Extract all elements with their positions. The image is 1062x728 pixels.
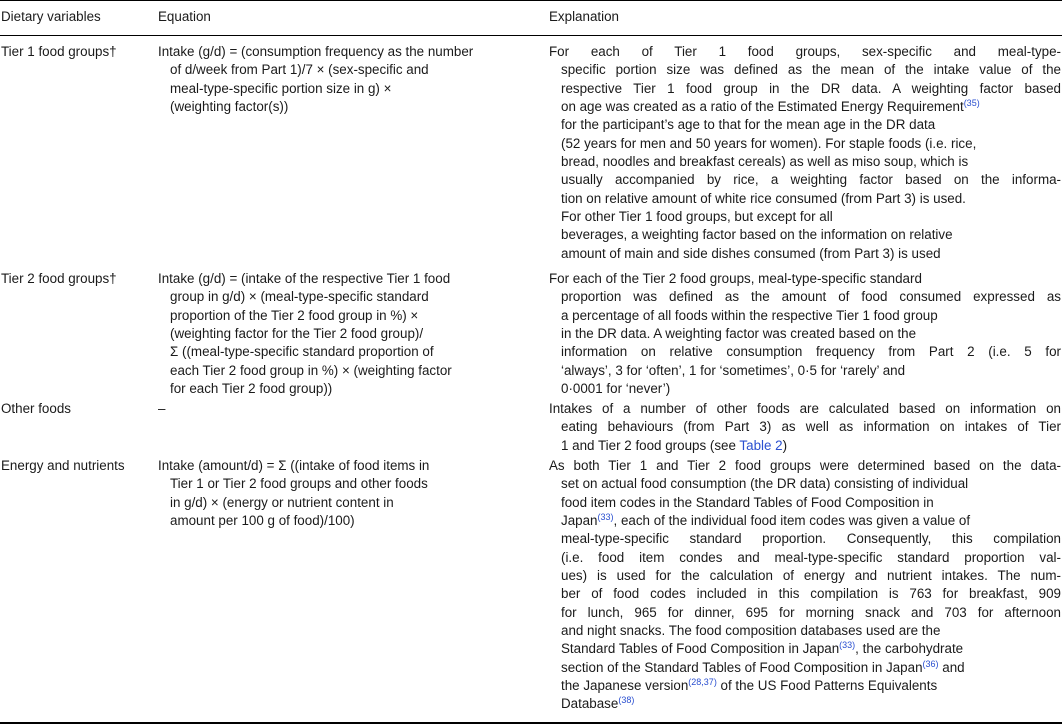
- equation-line: Tier 1 or Tier 2 food groups and other foods: [170, 476, 428, 492]
- explanation-text: section of the Standard Tables of Food Composition in Japan: [561, 659, 923, 675]
- row-energy-explanation: [549, 457, 1061, 714]
- explanation-line: a percentage of all foods within the respective Tier 1 food group: [561, 307, 938, 323]
- row-other-foods-equation: –: [158, 401, 166, 416]
- explanation-line: for the participant’s age to that for the mean age in the DR data: [561, 117, 936, 133]
- explanation-line: Intakes of a number of other foods are calculated based on information on: [549, 401, 1061, 416]
- explanation-text: of the US Food Patterns Equivalents: [716, 678, 938, 694]
- explanation-line: in the DR data. A weighting factor was created based on the: [561, 326, 917, 342]
- explanation-line: (52 years for men and 50 years for women). For staple foods (i.e. rice,: [561, 135, 977, 151]
- equation-line: meal-type-specific portion size in g) ×: [170, 80, 392, 96]
- citation-ref-28-37[interactable]: (28,37): [688, 677, 717, 688]
- header-explanation: Explanation: [549, 9, 619, 24]
- explanation-line: For other Tier 1 food groups, but except for all: [561, 209, 833, 225]
- citation-ref-35[interactable]: (35): [963, 98, 980, 109]
- equation-line: proportion of the Tier 2 food group in %) ×: [170, 307, 419, 323]
- explanation-line: [549, 695, 1061, 713]
- table-2-link[interactable]: Table 2: [739, 437, 783, 453]
- row-energy-equation: [158, 457, 538, 530]
- row-tier2-variable: Tier 2 food groups†: [1, 271, 117, 286]
- equation-line: amount per 100 g of food)/100): [170, 513, 355, 529]
- explanation-line: For each of Tier 1 food groups, sex-specific and meal-type-: [549, 44, 1061, 59]
- equation-line: each Tier 2 food group in %) × (weighting factor: [170, 362, 452, 378]
- top-rule: [0, 0, 1062, 1]
- row-energy-variable: Energy and nutrients: [1, 458, 125, 473]
- explanation-line: respective Tier 1 food group in the DR data. A weighting factor based: [561, 80, 1061, 96]
- explanation-line: meal-type-specific standard proportion. Consequently, this compilation: [561, 531, 1061, 547]
- equation-line: Σ ((meal-type-specific standard proportion of: [170, 344, 434, 360]
- explanation-line: 0·0001 for ‘never’): [561, 381, 671, 397]
- explanation-line: [549, 512, 1061, 530]
- explanation-line: beverages, a weighting factor based on the information on relative: [561, 227, 953, 243]
- equation-line: group in g/d) × (meal-type-specific standard: [170, 289, 429, 305]
- equation-line: for each Tier 2 food group)): [170, 381, 333, 397]
- equation-line: Intake (g/d) = (intake of the respective Tier 1 food: [158, 271, 451, 286]
- explanation-line: eating behaviours (from Part 3) as well as information on intakes of Tier: [561, 419, 1061, 435]
- explanation-line: bread, noodles and breakfast cereals) as well as miso soup, which is: [561, 154, 969, 170]
- explanation-line: [549, 437, 1061, 455]
- explanation-line: proportion was defined as the amount of food consumed expressed as: [561, 289, 1061, 305]
- explanation-line: For each of the Tier 2 food groups, meal-type-specific standard: [549, 271, 922, 286]
- explanation-line: set on actual food consumption (the DR data) consisting of individual: [561, 476, 969, 492]
- citation-ref-36[interactable]: (36): [922, 658, 939, 669]
- explanation-line: As both Tier 1 and Tier 2 food groups were determined based on the data-: [549, 458, 1061, 473]
- explanation-line: ‘always’, 3 for ‘often’, 1 for ‘sometimes’, 0·5 for ‘rarely’ and: [561, 362, 906, 378]
- explanation-text: Database: [561, 696, 619, 712]
- explanation-text: , each of the individual food item codes was given a value of: [613, 513, 971, 529]
- citation-ref-33[interactable]: (33): [597, 512, 614, 523]
- equation-line: of d/week from Part 1)/7 × (sex-specific and: [170, 62, 429, 78]
- equation-line: (weighting factor(s)): [170, 99, 289, 115]
- explanation-text: and: [938, 659, 965, 675]
- header-dietary-variables: Dietary variables: [1, 9, 101, 24]
- explanation-line: [549, 98, 1061, 116]
- equation-line: Intake (g/d) = (consumption frequency as the number: [158, 44, 474, 59]
- explanation-line: food item codes in the Standard Tables of Food Composition in: [561, 494, 934, 510]
- explanation-text: Standard Tables of Food Composition in Japan: [561, 641, 840, 657]
- explanation-line: [549, 640, 1061, 658]
- explanation-text: Japan: [561, 513, 598, 529]
- explanation-line: ber of food codes included in this compilation is 763 for breakfast, 909: [561, 586, 1061, 602]
- explanation-line: ues) is used for the calculation of energy and nutrient intakes. The num-: [561, 568, 1061, 584]
- equation-line: Intake (amount/d) = Σ ((intake of food items in: [158, 458, 430, 473]
- citation-ref-33[interactable]: (33): [839, 640, 856, 651]
- explanation-text: on age was created as a ratio of the Estimated Energy Requirement: [561, 99, 964, 115]
- header-equation: Equation: [158, 9, 211, 24]
- row-tier1-explanation: [549, 43, 1061, 263]
- explanation-line: tion on relative amount of white rice consumed (from Part 3) is used.: [561, 190, 966, 206]
- row-other-foods-explanation: [549, 400, 1061, 455]
- explanation-line: usually accompanied by rice, a weighting factor based on the informa-: [561, 172, 1061, 188]
- equation-line: in g/d) × (energy or nutrient content in: [170, 494, 394, 510]
- row-tier1-equation: [158, 43, 538, 116]
- explanation-line: specific portion size was defined as the mean of the intake value of the: [561, 62, 1061, 78]
- explanation-text: the Japanese version: [561, 678, 689, 694]
- explanation-line: information on relative consumption frequency from Part 2 (i.e. 5 for: [561, 344, 1061, 360]
- explanation-line: for lunch, 965 for dinner, 695 for morning snack and 703 for afternoon: [561, 604, 1061, 620]
- header-rule: [0, 35, 1062, 36]
- explanation-line: (i.e. food item condes and meal-type-specific standard proportion val-: [561, 549, 1061, 565]
- bottom-rule: [0, 722, 1062, 724]
- citation-ref-38[interactable]: (38): [618, 695, 635, 706]
- explanation-text: ): [782, 437, 788, 453]
- row-tier2-explanation: [549, 270, 1061, 398]
- explanation-line: [549, 677, 1061, 695]
- explanation-text: , the carbohydrate: [855, 641, 964, 657]
- explanation-line: amount of main and side dishes consumed (from Part 3) is used: [561, 245, 941, 261]
- explanation-line: and night snacks. The food composition databases used are the: [561, 623, 941, 639]
- row-other-foods-variable: Other foods: [1, 401, 71, 416]
- row-tier2-equation: [158, 270, 538, 398]
- explanation-line: [549, 659, 1061, 677]
- equation-line: (weighting factor for the Tier 2 food group)/: [170, 326, 424, 342]
- explanation-text: 1 and Tier 2 food groups (see: [561, 437, 740, 453]
- row-tier1-variable: Tier 1 food groups†: [1, 44, 117, 59]
